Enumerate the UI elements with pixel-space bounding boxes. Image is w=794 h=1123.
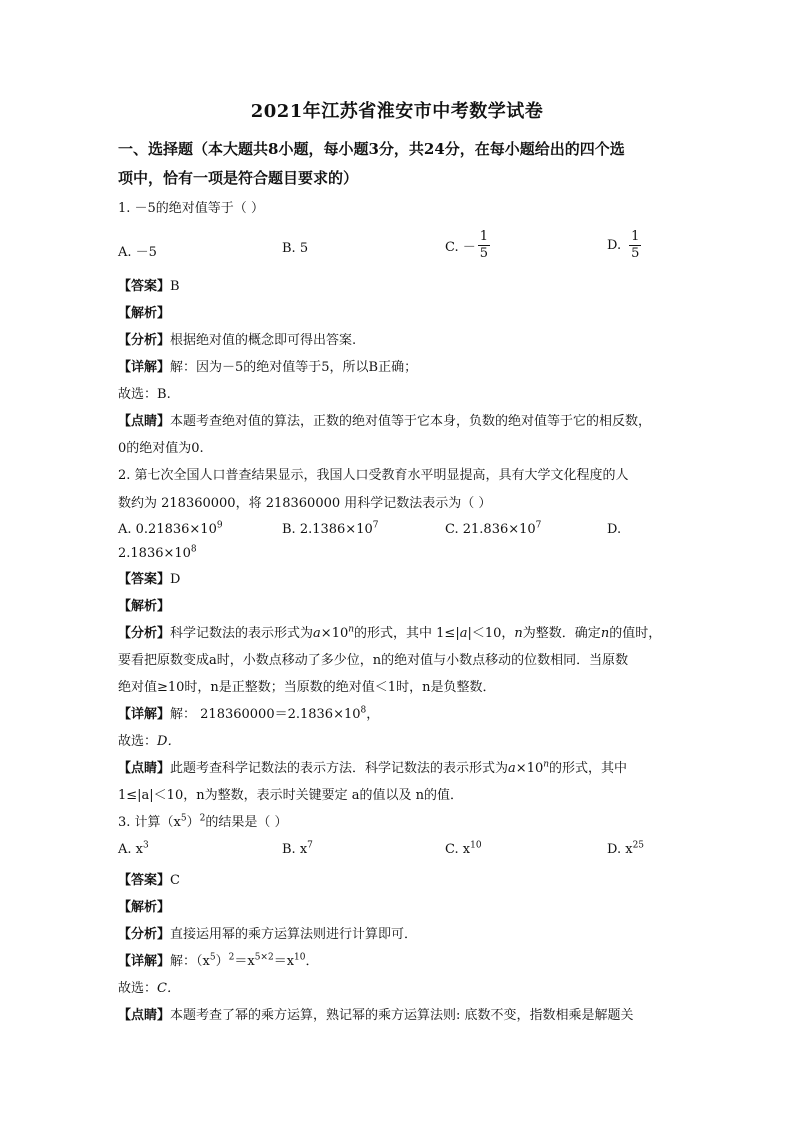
q2-option-a-base: A. 0.21836×10: [118, 522, 217, 537]
answer-tag: 【答案】: [118, 572, 171, 587]
q3-option-a-exp: 3: [142, 840, 149, 851]
q2-xiangjie-tail: ，: [366, 707, 380, 722]
q2-fenxi-var-a2: a: [459, 626, 468, 641]
q2-dianjing-ten: ×10: [515, 761, 544, 776]
q2-dianjing-var-a: a: [508, 761, 516, 776]
fenxi-tag: 【分析】: [118, 626, 171, 641]
q1-fenxi: [118, 331, 356, 351]
q2-fenxi-text4: 为整数．确定: [522, 626, 601, 641]
q3-option-b-base: B. x: [282, 842, 308, 857]
q2-option-b-exp: 7: [372, 520, 379, 531]
q1-option-d: [607, 229, 641, 262]
q3-dianjing-text: 本题考查了幂的乘方运算，熟记幂的乘方运算法则: 底数不变，指数相乘是解题关: [170, 1008, 634, 1023]
q2-dianjing-line1: [118, 759, 627, 779]
q3-option-d-base: D. x: [607, 842, 633, 857]
q3-option-c: [445, 842, 482, 857]
q2-xiangjie: [118, 705, 379, 725]
q2-dianjing-text: 此题考查科学记数法的表示方法．科学记数法的表示形式为: [170, 761, 509, 776]
q1-stem: 1. －5的绝对值等于（ ）: [118, 201, 264, 216]
q2-fenxi-var-a: a: [313, 626, 321, 641]
answer-tag: 【答案】: [118, 873, 171, 888]
q2-guxuan-value: D．: [157, 734, 181, 749]
q3-xiangjie-e3: 5×2: [254, 952, 274, 963]
q2-fenxi-exp-n: n: [348, 624, 355, 635]
q3-option-b-exp: 7: [307, 840, 313, 851]
q2-fenxi-text3: |＜10，: [467, 626, 515, 641]
q3-option-d: [607, 842, 644, 857]
q2-dianjing-exp-n: n: [543, 759, 550, 770]
q1-option-c-numerator: 1: [479, 229, 489, 244]
fenxi-tag: 【分析】: [118, 333, 171, 348]
q3-dianjing: [118, 1006, 634, 1026]
q3-option-a-base: A. x: [118, 842, 143, 857]
q1-option-d-denominator: 5: [631, 246, 640, 261]
q3-xiangjie-e4: 10: [294, 952, 306, 963]
q3-xiangjie-e2: 2: [228, 952, 235, 963]
q2-xiangjie-exp: 8: [360, 705, 367, 716]
guxuan-label: 故选：: [118, 981, 158, 996]
dianjing-tag: 【点睛】: [118, 1008, 171, 1023]
q2-option-d-value: [118, 546, 197, 561]
q3-option-c-exp: 10: [470, 840, 482, 851]
q3-option-a: [118, 842, 149, 857]
section-heading-line2: 项中，恰有一项是符合题目要求的）: [118, 169, 359, 187]
dianjing-tag: 【点睛】: [118, 414, 171, 429]
q2-fenxi-line2: 要看把原数变成a时，小数点移动了多少位，n的绝对值与小数点移动的位数相同．当原数: [118, 653, 629, 668]
q2-fenxi-line3: 绝对值≥10时，n是正整数；当原数的绝对值＜1时，n是负整数．: [118, 680, 496, 695]
q1-dianjing-text1: 本题考查绝对值的算法，正数的绝对值等于它本身，负数的绝对值等于它的相反数，: [170, 414, 652, 429]
q2-option-a: [118, 522, 223, 537]
q3-jiexi-tag: 【解析】: [118, 900, 171, 915]
q2-option-c: [445, 522, 541, 537]
q1-option-c: [445, 229, 490, 262]
q3-fenxi: [118, 925, 417, 945]
q1-option-c-fraction: [478, 229, 490, 262]
q1-option-d-fraction: [629, 229, 641, 262]
q1-answer-value: B: [170, 279, 180, 294]
q1-option-c-denominator: 5: [479, 246, 489, 261]
xiangjie-tag: 【详解】: [118, 707, 171, 722]
q1-option-d-numerator: 1: [631, 229, 640, 244]
q2-fenxi-text5: 的值时，: [609, 626, 662, 641]
q3-stem-exp2: 2: [199, 813, 206, 824]
guxuan-label: 故选：: [118, 734, 158, 749]
q1-xiangjie: [118, 358, 417, 378]
q2-fenxi-ten: ×10: [320, 626, 349, 641]
q3-stem-exp1: 5: [180, 813, 187, 824]
q2-option-d-base: 2.1836×10: [118, 546, 191, 561]
q2-fenxi-text: 科学记数法的表示形式为: [170, 626, 314, 641]
dianjing-tag: 【点睛】: [118, 761, 171, 776]
q1-xiangjie-text: 解：因为－5的绝对值等于5，所以B正确；: [170, 360, 418, 375]
fenxi-tag: 【分析】: [118, 927, 171, 942]
q3-option-b: [282, 842, 313, 857]
q2-dianjing-line2: 1≤|a|＜10，n为整数，表示时关键要定 a的值以及 n的值．: [118, 788, 463, 803]
section-heading-line1: 一、选择题（本大题共8小题，每小题3分，共24分，在每小题给出的四个选: [118, 140, 625, 158]
q3-xiangjie: [118, 952, 319, 972]
page-title: 2021年江苏省淮安市中考数学试卷: [250, 101, 544, 122]
q2-guxuan: [118, 732, 180, 752]
q2-dianjing-text2: 的形式，其中: [549, 761, 628, 776]
q1-option-d-prefix: D.: [607, 238, 622, 253]
q3-xiangjie-e1: 5: [209, 952, 216, 963]
q3-xiangjie-a: 解：（x: [170, 954, 210, 969]
q1-option-b: B. 5: [282, 241, 309, 256]
q3-answer: [118, 871, 180, 891]
q3-option-c-base: C. x: [445, 842, 471, 857]
q3-guxuan-value: C．: [157, 981, 180, 996]
q2-answer-value: D: [170, 572, 181, 587]
q3-xiangjie-c: ＝x: [234, 954, 255, 969]
q3-stem-c: 的结果是（ ）: [205, 815, 288, 830]
q1-answer: [118, 277, 180, 297]
q2-option-d: D.: [607, 522, 622, 537]
q3-xiangjie-b: ）: [215, 954, 229, 969]
q1-jiexi-tag: 【解析】: [118, 306, 171, 321]
q3-stem: [118, 813, 288, 833]
q2-option-b: [282, 522, 378, 537]
q2-option-c-base: C. 21.836×10: [445, 522, 536, 537]
q1-guxuan-value: B.: [157, 387, 171, 402]
q3-guxuan: [118, 979, 180, 999]
q2-jiexi-tag: 【解析】: [118, 599, 171, 614]
q3-xiangjie-f: ．: [305, 954, 319, 969]
q1-dianjing-line2: 0的绝对值为0.: [118, 441, 204, 456]
q1-option-a: A. －5: [118, 245, 157, 260]
q2-option-d-exp: 8: [190, 544, 197, 555]
q1-dianjing-line1: [118, 412, 651, 432]
q2-fenxi-line1: [118, 624, 661, 644]
q3-fenxi-text: 直接运用幂的乘方运算法则进行计算即可．: [170, 927, 418, 942]
q3-stem-b: ）: [186, 815, 200, 830]
xiangjie-tag: 【详解】: [118, 954, 171, 969]
q2-option-b-base: B. 2.1386×10: [282, 522, 373, 537]
q2-xiangjie-text: 解： 218360000＝2.1836×10: [170, 707, 361, 722]
q3-stem-a: 3. 计算（x: [118, 815, 181, 830]
xiangjie-tag: 【详解】: [118, 360, 171, 375]
q2-stem-line1: 2. 第七次全国人口普查结果显示，我国人口受教育水平明显提高，具有大学文化程度的人: [118, 468, 629, 483]
q2-option-a-exp: 9: [216, 520, 223, 531]
q3-xiangjie-d: ＝x: [273, 954, 295, 969]
guxuan-label: 故选：: [118, 387, 158, 402]
q2-answer: [118, 570, 180, 590]
q2-option-c-exp: 7: [535, 520, 542, 531]
q3-option-d-exp: 25: [632, 840, 645, 851]
q2-fenxi-var-n: n: [514, 626, 523, 641]
q1-guxuan: [118, 385, 171, 405]
q2-fenxi-text2: 的形式，其中 1≤|: [354, 626, 460, 641]
q1-fenxi-text: 根据绝对值的概念即可得出答案.: [170, 333, 357, 348]
q2-fenxi-var-n2: n: [600, 626, 610, 641]
answer-tag: 【答案】: [118, 279, 171, 294]
q1-option-c-prefix: C. －: [445, 240, 476, 255]
q2-stem-line2: 数约为 218360000，将 218360000 用科学记数法表示为（ ）: [118, 496, 492, 511]
q3-answer-value: C: [170, 873, 180, 888]
